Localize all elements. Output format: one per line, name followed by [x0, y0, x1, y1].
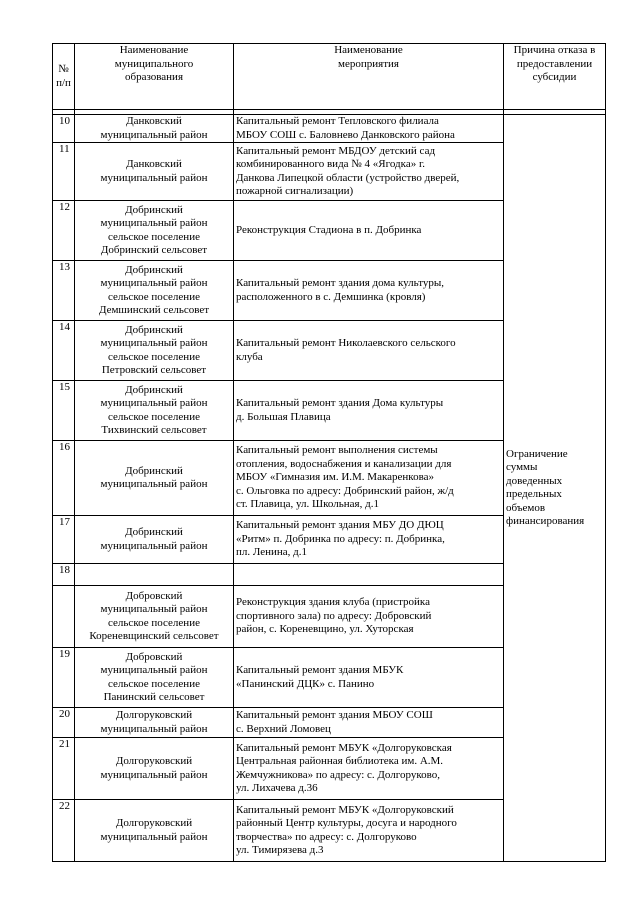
- header-mun-line: образования: [124, 71, 184, 83]
- event-line: «Панинский ДЦК» с. Панино: [236, 677, 375, 690]
- row-number: 11: [53, 143, 75, 201]
- event-line: Капитальный ремонт здания МБУ ДО ДЮЦ: [236, 519, 444, 532]
- event-line: Жемчужникова» по адресу: с. Долгоруково,: [236, 768, 441, 781]
- event-cell: [234, 441, 504, 516]
- event-line: Капитальный ремонт МБДОУ детский сад: [236, 144, 436, 157]
- event-line: Капитальный ремонт МБУК «Долгоруковская: [236, 741, 452, 754]
- event-line: МБОУ «Гимназия им. И.М. Макаренкова»: [236, 471, 435, 484]
- municipality-line: сельское поселение: [108, 290, 200, 303]
- event-line: клуба: [236, 350, 263, 363]
- municipality-line: муниципальный район: [100, 830, 208, 843]
- municipality-line: муниципальный район: [100, 171, 208, 184]
- event-line: МБОУ СОШ с. Баловнево Данковского района: [236, 128, 455, 141]
- municipality-line: Тихвинский сельсовет: [101, 424, 207, 436]
- municipality-line: муниципальный район: [100, 217, 208, 229]
- event-cell: [234, 564, 504, 586]
- row-number: 18: [53, 564, 75, 586]
- event-line: Капитальный ремонт Тепловского филиала: [236, 115, 439, 127]
- event-line: Капитальный ремонт здания Дома культуры: [236, 397, 444, 409]
- municipality-cell: [75, 381, 234, 441]
- municipality-line: сельское поселение: [108, 350, 200, 363]
- municipality-line: Добринский сельсовет: [100, 244, 208, 256]
- municipality-cell: [75, 800, 234, 862]
- event-line: д. Большая Плавица: [236, 410, 331, 423]
- reason-line: доведенных: [506, 474, 563, 487]
- row-number: 22: [53, 800, 75, 862]
- municipality-cell: [75, 708, 234, 738]
- municipality-cell: [75, 143, 234, 201]
- municipality-line: муниципальный район: [100, 722, 208, 735]
- event-cell: [234, 201, 504, 261]
- municipality-line: муниципальный район: [100, 603, 208, 615]
- municipality-cell: [75, 564, 234, 586]
- row-number: 17: [53, 516, 75, 564]
- row-number: 10: [53, 115, 75, 143]
- event-line: Капитальный ремонт МБУК «Долгоруковский: [236, 803, 454, 816]
- row-number: 13: [53, 261, 75, 321]
- municipality-line: сельское поселение: [108, 616, 200, 629]
- event-line: пл. Ленина, д.1: [236, 546, 308, 559]
- row-number: 19: [53, 648, 75, 708]
- row-number: 12: [53, 201, 75, 261]
- event-cell: [234, 516, 504, 564]
- header-reason-line: предоставлении: [516, 57, 593, 70]
- reason-line: объемов: [506, 501, 546, 514]
- municipality-line: Добринский: [125, 263, 183, 276]
- municipality-line: муниципальный район: [100, 337, 208, 349]
- header-evt-line: Наименование: [334, 44, 403, 56]
- header-reason-line: Причина отказа в: [513, 44, 596, 56]
- event-line: Капитальный ремонт здания МБУК: [236, 664, 404, 676]
- table-row: [53, 115, 606, 143]
- event-cell: [234, 738, 504, 800]
- municipality-line: Данковский: [126, 115, 182, 127]
- municipality-line: муниципальный район: [100, 277, 208, 289]
- municipality-line: Добринский: [125, 464, 183, 477]
- reason-line: финансирования: [506, 515, 585, 527]
- event-line: Реконструкция Стадиона в п. Добринка: [236, 223, 422, 236]
- municipality-line: Добринский: [125, 203, 183, 216]
- municipality-cell: [75, 261, 234, 321]
- municipality-cell: [75, 516, 234, 564]
- refusal-reason-cell: [504, 115, 606, 862]
- header-municipality: [75, 44, 234, 110]
- event-line: творчества» по адресу: с. Долгоруково: [236, 830, 417, 843]
- header-num: [53, 44, 75, 110]
- event-line: Данкова Липецкой области (устройство дверей,: [236, 171, 460, 184]
- event-line: ул. Лихачева д.36: [236, 782, 318, 794]
- municipality-line: сельское поселение: [108, 677, 200, 690]
- header-evt-line: мероприятия: [338, 57, 399, 70]
- event-cell: [234, 586, 504, 648]
- municipality-cell: [75, 321, 234, 381]
- reason-line: суммы: [506, 461, 538, 473]
- event-line: с. Верхний Ломовец: [236, 722, 331, 735]
- municipality-line: сельское поселение: [108, 410, 200, 423]
- municipality-line: Долгоруковский: [115, 817, 193, 829]
- municipality-line: Добровский: [125, 589, 183, 602]
- municipality-line: Добринский: [125, 383, 183, 396]
- event-line: Капитальный ремонт Николаевского сельского: [236, 337, 456, 349]
- municipality-line: Кореневщинский сельсовет: [89, 630, 219, 642]
- event-cell: [234, 800, 504, 862]
- municipality-line: муниципальный район: [100, 664, 208, 676]
- event-line: Центральная районная библиотека им. А.М.: [236, 755, 444, 767]
- event-line: отопления, водоснабжения и канализации для: [236, 457, 452, 470]
- municipality-line: муниципальный район: [100, 128, 208, 141]
- municipality-line: муниципальный район: [100, 478, 208, 490]
- header-reason: [504, 44, 606, 110]
- municipality-line: муниципальный район: [100, 768, 208, 781]
- event-line: с. Ольговка по адресу: Добринский район, ж/д: [236, 484, 454, 497]
- event-cell: [234, 648, 504, 708]
- event-cell: [234, 321, 504, 381]
- row-number: 15: [53, 381, 75, 441]
- header-reason-line: субсидии: [532, 71, 577, 83]
- municipality-line: Долгоруковский: [115, 709, 193, 721]
- municipality-cell: [75, 201, 234, 261]
- event-cell: [234, 381, 504, 441]
- header-mun-line: Наименование: [119, 44, 189, 56]
- event-cell: [234, 143, 504, 201]
- event-line: расположенного в с. Демшинка (кровля): [236, 290, 426, 303]
- municipality-line: муниципальный район: [100, 397, 208, 409]
- header-num-line: п/п: [56, 76, 71, 89]
- municipality-cell: [75, 586, 234, 648]
- event-line: спортивного зала) по адресу: Добровский: [236, 609, 432, 622]
- municipality-line: муниципальный район: [100, 539, 208, 552]
- subsidy-refusal-table: [52, 43, 606, 862]
- row-number: 21: [53, 738, 75, 800]
- municipality-cell: [75, 738, 234, 800]
- event-line: комбинированного вида № 4 «Ягодка» г.: [236, 158, 425, 170]
- municipality-cell: [75, 115, 234, 143]
- municipality-line: Данковский: [126, 158, 182, 170]
- event-line: районный Центр культуры, досуга и народного: [236, 817, 457, 829]
- municipality-line: Добринский: [125, 526, 183, 538]
- header-row: [53, 44, 606, 110]
- row-number: 14: [53, 321, 75, 381]
- header-event: [234, 44, 504, 110]
- municipality-line: Добринский: [125, 323, 183, 336]
- reason-line: Ограничение: [506, 447, 568, 460]
- row-number: [53, 586, 75, 648]
- table-body: [53, 115, 606, 862]
- event-line: Реконструкция здания клуба (пристройка: [236, 596, 430, 609]
- municipality-line: сельское поселение: [108, 230, 200, 243]
- event-line: Капитальный ремонт здания МБОУ СОШ: [236, 709, 433, 721]
- header-mun-line: муниципального: [114, 57, 194, 70]
- event-line: «Ритм» п. Добринка по адресу: п. Добринка,: [236, 532, 445, 545]
- municipality-line: Долгоруковский: [115, 755, 193, 767]
- row-number: 20: [53, 708, 75, 738]
- event-line: ул. Тимирязева д.3: [236, 844, 324, 856]
- event-line: ст. Плавица, ул. Школьная, д.1: [236, 498, 379, 511]
- header-num-line: №: [58, 63, 69, 75]
- municipality-line: Демшинский сельсовет: [98, 304, 210, 316]
- municipality-line: Добровский: [125, 650, 183, 663]
- municipality-line: Петровский сельсовет: [101, 364, 207, 376]
- event-cell: [234, 708, 504, 738]
- event-line: Капитальный ремонт выполнения системы: [236, 444, 438, 457]
- event-cell: [234, 115, 504, 143]
- municipality-cell: [75, 648, 234, 708]
- municipality-line: Панинский сельсовет: [103, 691, 205, 703]
- event-line: пожарной сигнализации): [236, 185, 354, 197]
- row-number: 16: [53, 441, 75, 516]
- event-line: Капитальный ремонт здания дома культуры,: [236, 277, 445, 289]
- reason-line: предельных: [506, 488, 562, 500]
- event-cell: [234, 261, 504, 321]
- document-page: [52, 43, 605, 862]
- municipality-cell: [75, 441, 234, 516]
- event-line: район, с. Кореневщино, ул. Хуторская: [236, 623, 414, 636]
